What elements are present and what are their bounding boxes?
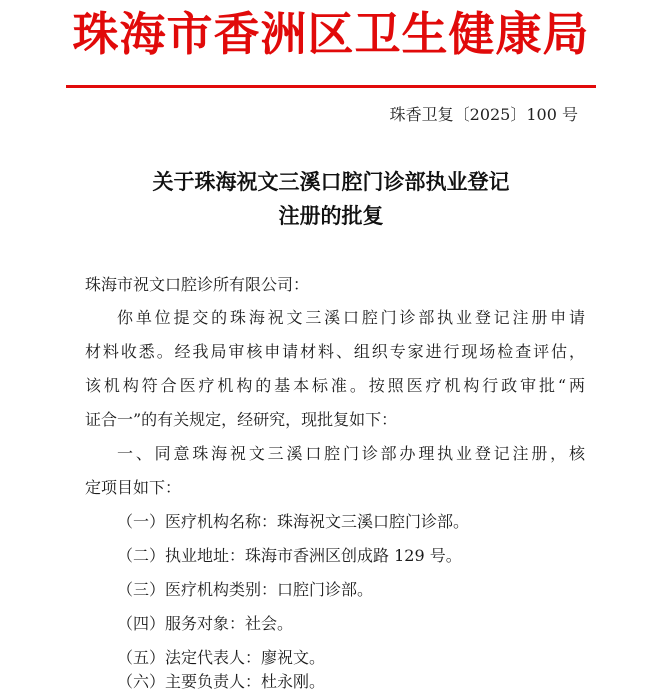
paragraph-1-line-4: 证合一”的有关规定，经研究，现批复如下： bbox=[85, 410, 398, 429]
approval-item: （一）医疗机构名称：珠海祝文三溪口腔门诊部。 bbox=[117, 512, 470, 531]
approval-item: （五）法定代表人：廖祝文。 bbox=[117, 648, 326, 667]
approval-item: （四）服务对象：社会。 bbox=[117, 614, 294, 633]
addressee: 珠海市祝文口腔诊所有限公司： bbox=[85, 275, 310, 294]
document-title-line-1: 关于珠海祝文三溪口腔门诊部执业登记 bbox=[152, 169, 510, 194]
paragraph-1-line-1: 你单位提交的珠海祝文三溪口腔门诊部执业登记注册申请 bbox=[117, 308, 585, 327]
approval-item: （三）医疗机构类别：口腔门诊部。 bbox=[117, 580, 374, 599]
approval-item: （二）执业地址：珠海市香洲区创成路 129 号。 bbox=[117, 546, 462, 565]
paragraph-1-line-3: 该机构符合医疗机构的基本标准。按照医疗机构行政审批“两 bbox=[85, 376, 585, 395]
document-title-line-2: 注册的批复 bbox=[278, 203, 384, 228]
red-separator-rule bbox=[66, 85, 596, 88]
paragraph-2-line-1: 一、同意珠海祝文三溪口腔门诊部办理执业登记注册，核 bbox=[117, 444, 585, 463]
paragraph-2-line-2: 定项目如下： bbox=[85, 478, 182, 497]
agency-header: 珠海市香洲区卫生健康局 bbox=[72, 7, 590, 61]
approval-item: （六）主要负责人：杜永刚。 bbox=[117, 672, 326, 691]
paragraph-1-line-2: 材料收悉。经我局审核申请材料、组织专家进行现场检查评估， bbox=[85, 342, 585, 361]
document-number: 珠香卫复〔2025〕100 号 bbox=[389, 105, 578, 124]
